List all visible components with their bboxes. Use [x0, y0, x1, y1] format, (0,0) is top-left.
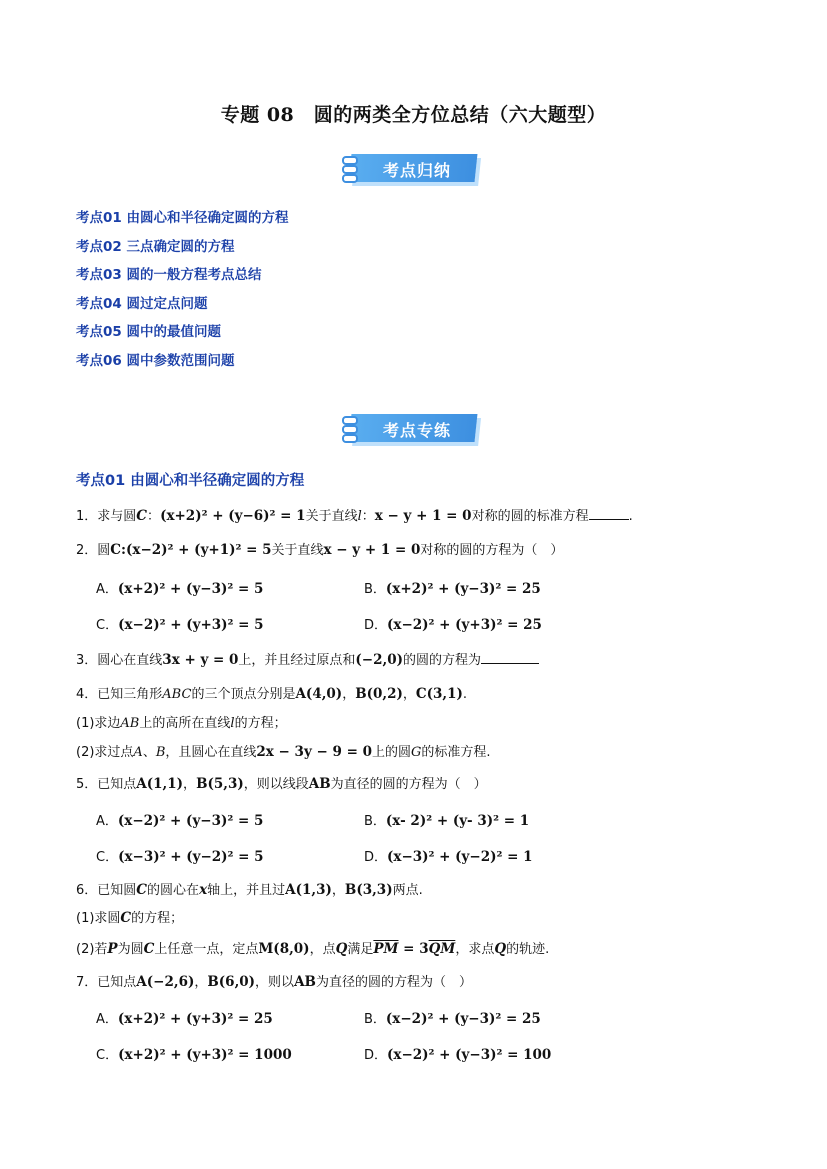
option-c[interactable]	[96, 1044, 292, 1067]
question-text: ，	[194, 975, 208, 990]
math-point: B(5,3)	[196, 776, 244, 792]
section-heading: 考点01 由圆心和半径确定圆的方程	[76, 473, 305, 489]
math-point: C(3,1)	[415, 686, 463, 702]
question-text: 已知点	[97, 975, 137, 990]
topic-link-06[interactable]: 考点06 圆中参数范围问题	[76, 352, 235, 369]
question-number: 4．	[76, 687, 98, 702]
option-a[interactable]	[96, 810, 263, 833]
question-number: 2．	[76, 543, 98, 558]
math-equation: (x+2)² + (y−6)² = 1	[160, 508, 306, 524]
question-text: 已知三角形	[97, 687, 163, 702]
math-symbol: AB	[120, 716, 140, 731]
question-text: 的方程；	[131, 911, 184, 926]
math-equation: 2x − 3y − 9 = 0	[256, 744, 373, 760]
math-equation: (x+2)² + (y+3)² = 1000	[118, 1047, 292, 1063]
section-banner-summary	[340, 150, 486, 188]
option-d[interactable]	[364, 614, 542, 637]
answer-blank[interactable]	[589, 505, 629, 520]
math-point: B(3,3)	[344, 882, 393, 898]
question-text: 圆心在直线	[97, 653, 163, 668]
option-c[interactable]	[96, 614, 264, 637]
section-banner-practice	[340, 410, 486, 448]
math-vector: $\overline{PM}$	[373, 941, 399, 957]
question-text: (2)求过点	[76, 745, 134, 760]
math-symbol: Q	[494, 941, 507, 957]
option-a[interactable]	[96, 1008, 273, 1031]
option-b[interactable]	[364, 578, 541, 601]
math-equation: (x+2)² + (y+3)² = 25	[117, 1011, 273, 1027]
question-7	[76, 971, 472, 994]
question-6	[76, 879, 423, 902]
math-symbol: l	[357, 509, 362, 524]
math-point: B(0,2)	[355, 686, 403, 702]
math-equation: (x−3)² + (y−2)² = 1	[387, 849, 533, 865]
math-equation: (x−2)² + (y+3)² = 25	[387, 617, 542, 633]
question-text: ：	[361, 509, 375, 524]
math-symbol: ABC	[162, 687, 192, 702]
topic-link-02[interactable]: 考点02 三点确定圆的方程	[76, 238, 235, 255]
math-equation: C:(x−2)² + (y+1)² = 5	[110, 542, 272, 558]
question-text: 已知圆	[97, 883, 137, 898]
question-text: 上的高所在直线	[139, 716, 231, 731]
question-text: 圆	[97, 543, 111, 558]
question-text: .	[462, 687, 468, 702]
question-text: 的标准方程.	[421, 745, 491, 760]
math-point: A(−2,6)	[136, 974, 195, 990]
question-text: 为圆	[117, 942, 144, 957]
math-vector: $\overline{QM}$	[428, 941, 456, 957]
question-6-part-2	[76, 938, 549, 961]
math-symbol: AB	[294, 974, 316, 990]
topic-link-04[interactable]: 考点04 圆过定点问题	[76, 295, 208, 312]
answer-blank[interactable]	[481, 649, 539, 664]
question-text: ，且圆心在直线	[165, 745, 257, 760]
math-symbol: Q	[335, 941, 348, 957]
question-text: 的轨迹.	[506, 942, 550, 957]
option-b[interactable]	[364, 1008, 541, 1031]
question-4-part-2	[76, 741, 491, 764]
question-text: 对称的圆的方程为（ ）	[420, 543, 564, 558]
option-label: D．	[364, 850, 388, 865]
topic-list	[76, 208, 289, 379]
math-symbol: C	[136, 508, 148, 524]
math-equation: (x−2)² + (y−3)² = 5	[117, 813, 264, 829]
option-d[interactable]	[364, 1044, 551, 1067]
math-equation: (x−2)² + (y−3)² = 25	[385, 1011, 541, 1027]
question-text: 两点.	[392, 883, 423, 898]
math-equation: (x−2)² + (y−3)² = 100	[387, 1047, 552, 1063]
question-text: 关于直线	[271, 543, 324, 558]
question-text: 的圆的方程为	[403, 653, 482, 668]
question-2	[76, 539, 563, 562]
math-symbol: G	[411, 745, 422, 760]
question-text: (1)求圆	[76, 911, 121, 926]
option-d[interactable]	[364, 846, 533, 869]
question-text: ，则以	[255, 975, 295, 990]
math-equation: x − y + 1 = 0	[323, 542, 421, 558]
option-c[interactable]	[96, 846, 264, 869]
option-label: A．	[96, 582, 118, 597]
topic-link-05[interactable]: 考点05 圆中的最值问题	[76, 324, 221, 340]
option-label: B．	[364, 814, 386, 829]
question-text: 的圆心在	[147, 883, 200, 898]
banner-label: 考点专练	[382, 421, 451, 440]
question-number: 5．	[76, 777, 98, 792]
page-title: 专题 08 圆的两类全方位总结（六大题型）	[220, 104, 607, 126]
option-b[interactable]	[364, 810, 529, 833]
option-label: B．	[364, 582, 386, 597]
question-text: 满足	[347, 942, 374, 957]
question-text: 上的圆	[372, 745, 412, 760]
question-text: 已知点	[97, 777, 137, 792]
math-symbol: B	[155, 745, 166, 760]
question-text: ，求点	[455, 942, 495, 957]
question-text: 求与圆	[97, 509, 137, 524]
math-equation: (x+2)² + (y−3)² = 25	[385, 581, 541, 597]
math-symbol: l	[230, 716, 235, 731]
math-equation: (x−3)² + (y−2)² = 5	[118, 849, 264, 865]
math-symbol: C	[136, 882, 148, 898]
math-symbol: C	[120, 910, 132, 926]
option-label: C．	[96, 1048, 119, 1063]
question-text: .	[628, 509, 633, 524]
question-5	[76, 773, 487, 796]
option-label: D．	[364, 1048, 388, 1063]
math-symbol: AB	[308, 776, 331, 792]
question-text: ，点	[309, 942, 336, 957]
math-equation: (x+2)² + (y−3)² = 5	[117, 581, 264, 597]
math-symbol: P	[107, 941, 118, 957]
question-6-part-1	[76, 907, 183, 930]
math-point: A(1,1)	[136, 776, 184, 792]
option-a[interactable]	[96, 578, 263, 601]
question-text: 、	[142, 745, 156, 760]
question-text: 对称的圆的标准方程	[471, 509, 589, 524]
math-equation: (x−2)² + (y+3)² = 5	[118, 617, 264, 633]
question-text: (1)求边	[76, 716, 121, 731]
question-text: ，	[331, 883, 345, 898]
math-equation: (−2,0)	[355, 652, 403, 668]
question-text: 上任意一点，定点	[154, 942, 259, 957]
question-text: ，	[183, 777, 197, 792]
question-text: ，则以线段	[243, 777, 309, 792]
question-text: 的三个顶点分别是	[191, 687, 296, 702]
question-text: ，	[402, 687, 416, 702]
math-symbol: A	[133, 745, 143, 760]
topic-link-03[interactable]: 考点03 圆的一般方程考点总结	[76, 267, 262, 283]
math-equation: (x- 2)² + (y- 3)² = 1	[385, 813, 530, 829]
question-number: 1．	[76, 509, 98, 524]
math-point: A(4,0)	[295, 686, 343, 702]
option-label: C．	[96, 618, 119, 633]
question-number: 6．	[76, 883, 98, 898]
math-symbol: C	[143, 941, 155, 957]
question-text: 上，并且经过原点和	[238, 653, 356, 668]
math-equation: = 3	[398, 941, 429, 957]
math-point: M(8,0)	[258, 941, 310, 957]
question-4	[76, 683, 467, 706]
math-equation: 3x + y = 0	[162, 652, 239, 668]
math-symbol: x	[199, 882, 208, 898]
question-text: ：	[147, 509, 161, 524]
question-3	[76, 649, 539, 672]
question-text: ，	[342, 687, 356, 702]
math-equation: x − y + 1 = 0	[374, 508, 472, 524]
topic-link-01[interactable]: 考点01 由圆心和半径确定圆的方程	[76, 210, 289, 226]
question-text: 轴上，并且过	[207, 883, 286, 898]
question-text: 为直径的圆的方程为（ ）	[315, 975, 472, 990]
option-label: D．	[364, 618, 388, 633]
option-label: A．	[96, 814, 118, 829]
option-label: A．	[96, 1012, 118, 1027]
question-text: 关于直线	[305, 509, 358, 524]
question-text: 的方程；	[234, 716, 287, 731]
math-point: A(1,3)	[285, 882, 332, 898]
question-number: 3．	[76, 653, 98, 668]
banner-label: 考点归纳	[382, 161, 451, 180]
question-text: 为直径的圆的方程为（ ）	[330, 777, 487, 792]
question-4-part-1	[76, 713, 287, 735]
math-point: B(6,0)	[207, 974, 256, 990]
question-text: (2)若	[76, 942, 108, 957]
option-label: B．	[364, 1012, 386, 1027]
question-number: 7．	[76, 975, 98, 990]
option-label: C．	[96, 850, 119, 865]
question-1	[76, 505, 633, 528]
